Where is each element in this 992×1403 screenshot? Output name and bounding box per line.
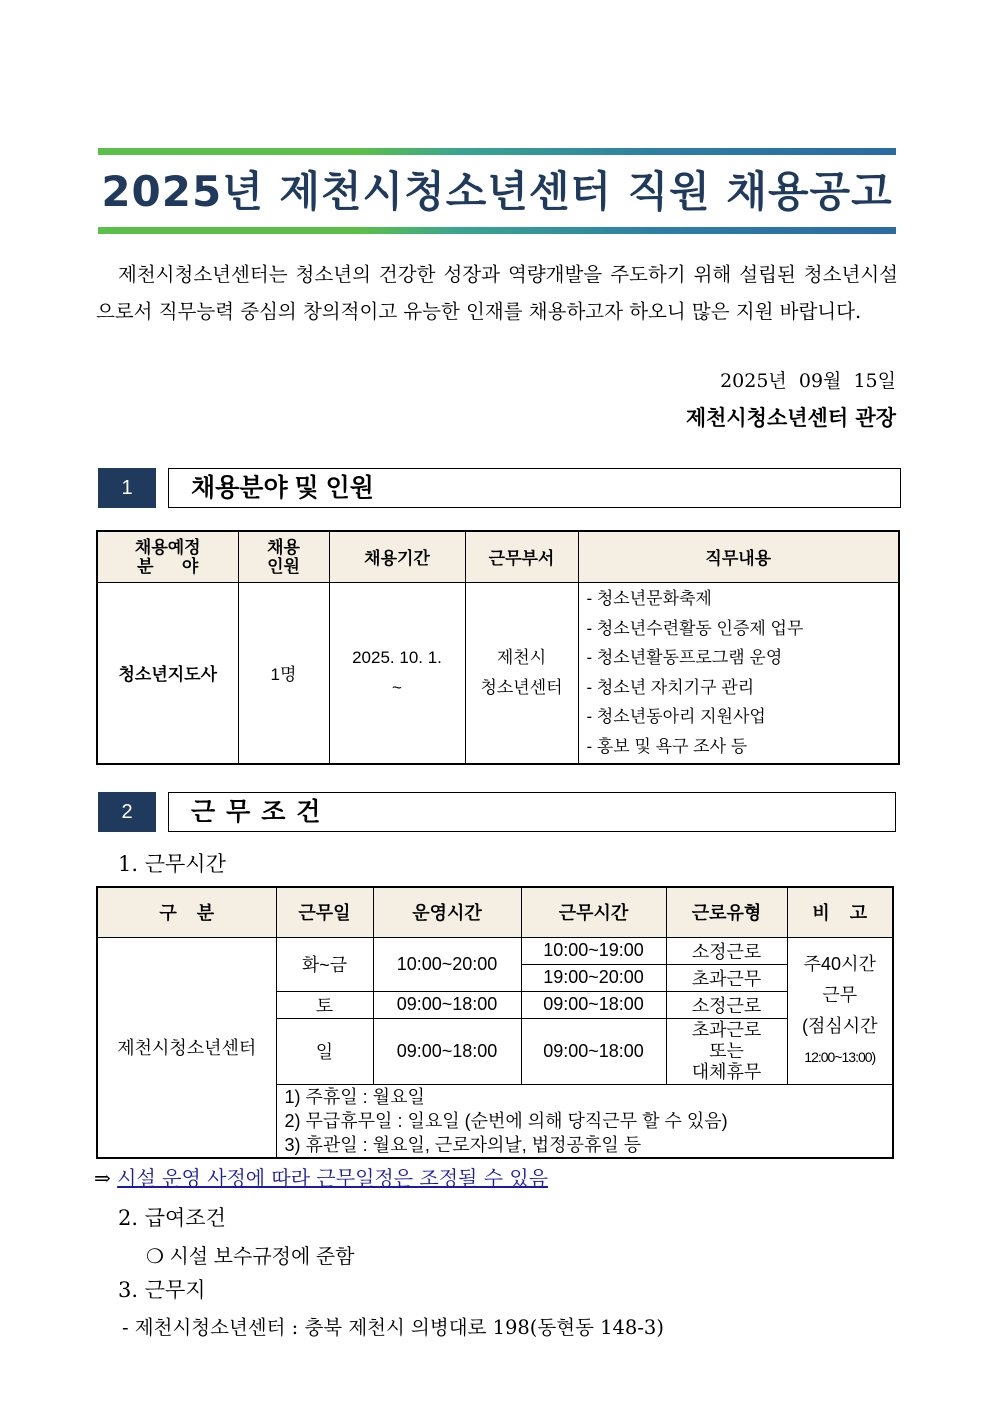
section1-title: 채용분야 및 인원 — [168, 468, 901, 508]
workhours-cell: 10:00~19:00 — [521, 937, 666, 964]
header-operating: 운영시간 — [373, 887, 521, 937]
remarks-line: 12:00~13:00) — [804, 1048, 876, 1065]
notes-cell — [276, 1084, 893, 1158]
type-line: 대체휴무 — [691, 1061, 762, 1082]
duty-item: - 청소년동아리 지원사업 — [586, 707, 766, 727]
dept-cell — [465, 582, 578, 764]
arrow-icon: ⇒ — [94, 1166, 111, 1190]
header-count-line2: 인원 — [267, 556, 300, 576]
note-item: 3) 휴관일 : 월요일, 근로자의날, 법정공휴일 등 — [284, 1134, 642, 1155]
operating-cell: 09:00~18:00 — [373, 991, 521, 1018]
workhours-cell: 09:00~18:00 — [521, 991, 666, 1018]
hours-row — [97, 937, 893, 964]
duty-item: - 홍보 및 욕구 조사 등 — [586, 736, 748, 756]
workhours-cell: 19:00~20:00 — [521, 964, 666, 991]
dept-line1: 제천시 — [496, 647, 547, 667]
sub-heading-hours: 1. 근무시간 — [118, 852, 226, 876]
section1-number: 1 — [98, 468, 156, 508]
type-cell: 초과근무 — [666, 964, 787, 991]
type-line: 또는 — [709, 1040, 744, 1061]
recruitment-header-row — [97, 531, 899, 582]
header-count — [238, 531, 329, 582]
header-type: 근로유형 — [666, 887, 787, 937]
section2-title: 근 무 조 건 — [168, 792, 896, 832]
notice-text: 시설 운영 사정에 따라 근무일정은 조정될 수 있음 — [117, 1166, 549, 1190]
hours-header-row — [97, 887, 893, 937]
header-workhours: 근무시간 — [521, 887, 666, 937]
header-division: 구 분 — [97, 887, 276, 937]
remarks-line: 주40시간 — [803, 953, 876, 974]
note-item: 1) 주휴일 : 월요일 — [284, 1086, 425, 1107]
remarks-cell — [787, 937, 893, 1084]
notice-line — [94, 1162, 548, 1191]
location-item: - 제천시청소년센터 : 충북 제천시 의병대로 198(동현동 148-3) — [122, 1316, 664, 1339]
header-field-line2: 분 야 — [137, 556, 199, 576]
operating-cell: 10:00~20:00 — [373, 937, 521, 991]
salary-item: ❍ 시설 보수규정에 준함 — [146, 1246, 355, 1268]
header-remarks: 비 고 — [787, 887, 893, 937]
sub-heading-salary: 2. 급여조건 — [118, 1206, 226, 1230]
dept-line2: 청소년센터 — [480, 677, 563, 697]
field-cell: 청소년지도사 — [97, 582, 238, 764]
duty-item: - 청소년 자치기구 관리 — [586, 677, 755, 697]
header-count-line1: 채용 — [267, 537, 300, 557]
section2-number: 2 — [98, 792, 156, 832]
note-item: 2) 무급휴무일 : 일요일 (순번에 의해 당직근무 할 수 있음) — [284, 1110, 728, 1131]
period-cell — [329, 582, 465, 764]
intro-paragraph: 제천시청소년센터는 청소년의 건강한 성장과 역량개발을 주도하기 위해 설립된 청소년시설으로서 직무능력 중심의 창의적이고 유능한 인재를 채용하고자 하오니 많은 지원 바랍니다. — [96, 263, 898, 323]
type-line: 초과근로 — [691, 1019, 762, 1040]
place-cell: 제천시청소년센터 — [97, 937, 276, 1158]
type-cell: 소정근로 — [666, 937, 787, 964]
duties-cell — [578, 582, 899, 764]
period-line1: 2025. 10. 1. — [352, 647, 442, 667]
workday-cell: 화~금 — [276, 937, 373, 991]
header-dept: 근무부서 — [465, 531, 578, 582]
announcement-date: 2025년 09월 15일 — [720, 370, 896, 392]
recruitment-row — [97, 582, 899, 764]
remarks-line: 근무 — [822, 984, 858, 1005]
type-cell — [666, 1018, 787, 1084]
duty-item: - 청소년활동프로그램 운영 — [586, 648, 783, 668]
header-field-line1: 채용예정 — [134, 537, 201, 557]
header-period: 채용기간 — [329, 531, 465, 582]
title-bar-top — [98, 148, 896, 155]
sub-heading-location: 3. 근무지 — [118, 1278, 206, 1302]
period-line2: ~ — [392, 677, 402, 697]
workhours-cell: 09:00~18:00 — [521, 1018, 666, 1084]
operating-cell: 09:00~18:00 — [373, 1018, 521, 1084]
header-duties: 직무내용 — [578, 531, 899, 582]
header-field — [97, 531, 238, 582]
type-cell: 소정근로 — [666, 991, 787, 1018]
workday-cell: 토 — [276, 991, 373, 1018]
recruitment-table — [96, 530, 900, 765]
duty-item: - 청소년문화축제 — [586, 589, 712, 609]
duty-item: - 청소년수련활동 인증제 업무 — [586, 618, 804, 638]
title-bar-bottom — [98, 227, 896, 234]
workday-cell: 일 — [276, 1018, 373, 1084]
signature: 제천시청소년센터 관장 — [685, 405, 896, 430]
remarks-line: (점심시간 — [801, 1015, 878, 1036]
work-hours-table — [96, 886, 894, 1159]
count-cell: 1명 — [238, 582, 329, 764]
header-workday: 근무일 — [276, 887, 373, 937]
page-title: 2025년 제천시청소년센터 직원 채용공고 — [101, 167, 893, 216]
